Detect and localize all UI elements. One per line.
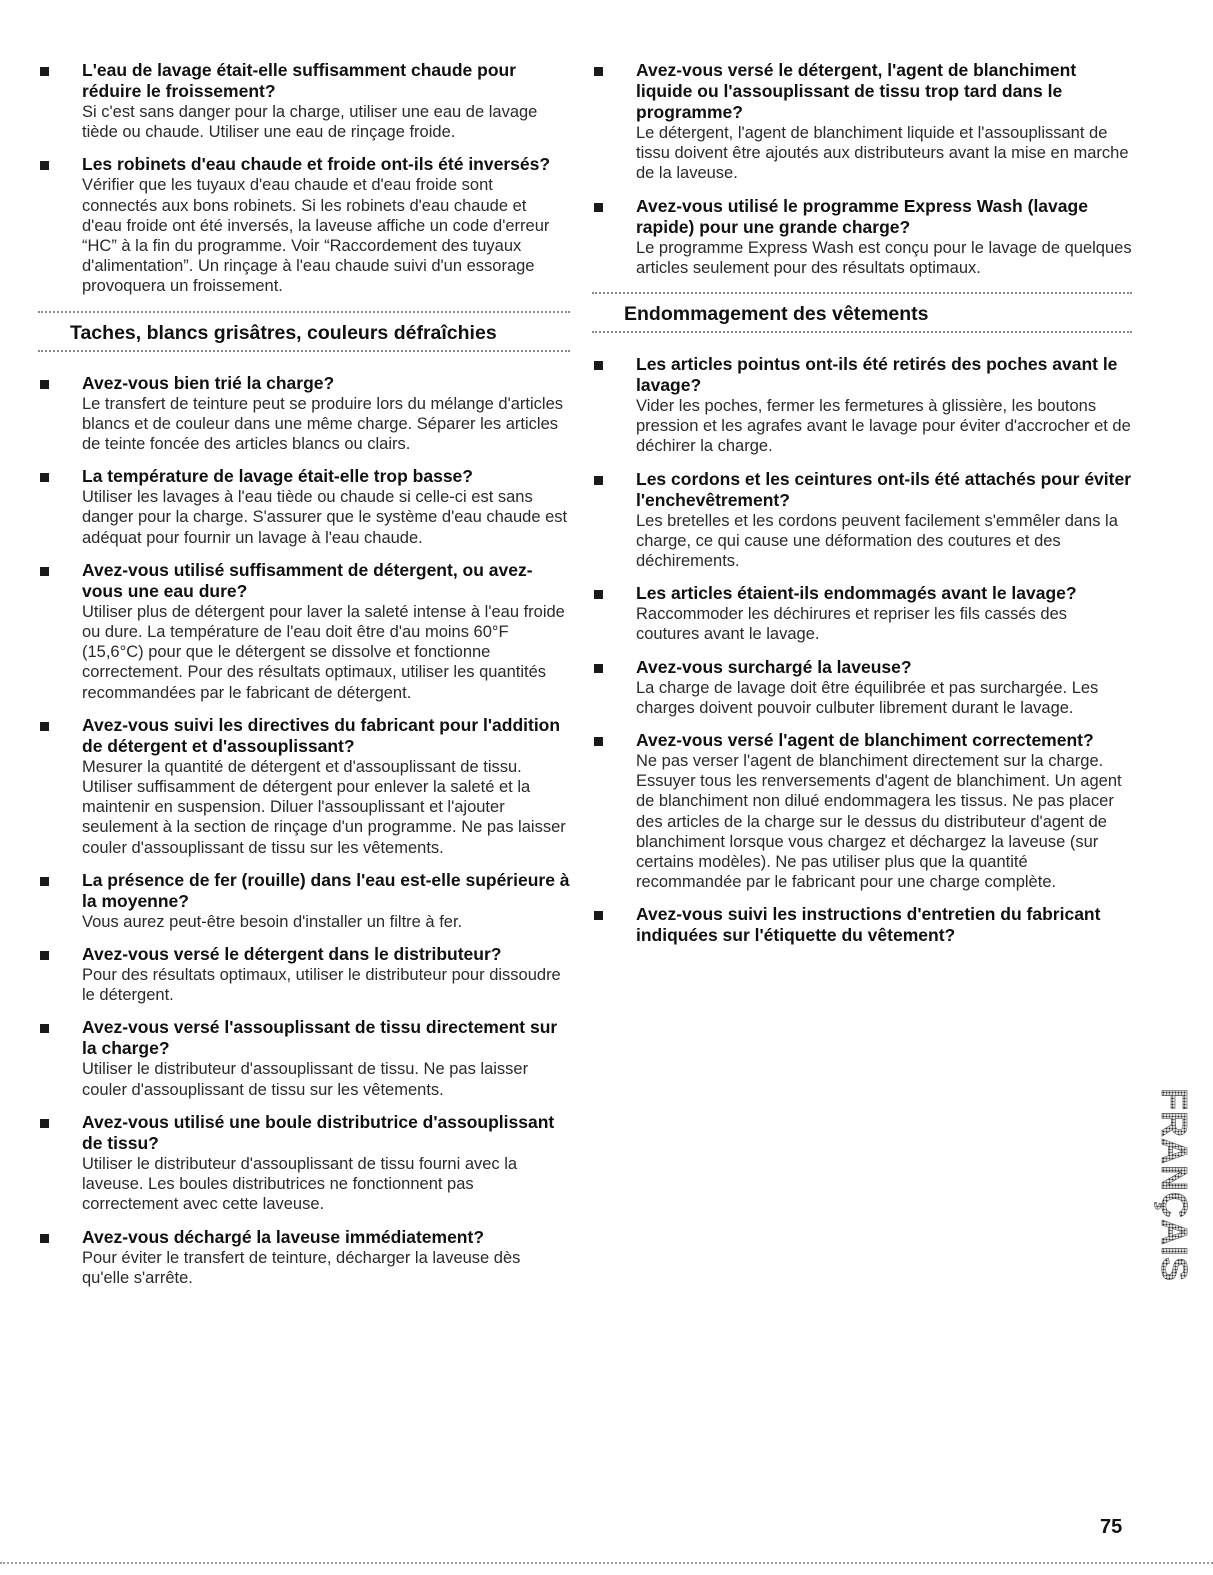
- answer: Pour des résultats optimaux, utiliser le distributeur pour dissoudre le détergent.: [82, 966, 561, 1005]
- bullet-icon: [40, 473, 49, 482]
- answer: Les bretelles et les cordons peuvent facilement s'emmêler dans la charge, ce qui cause une déformation des coutures et des déchirements.: [636, 511, 1118, 571]
- divider: [38, 350, 570, 355]
- question: Les cordons et les ceintures ont-ils été attachés pour éviter l'enchevêtrement?: [636, 468, 1132, 510]
- right-column: [592, 60, 1132, 958]
- question: Avez-vous utilisé suffisamment de détergent, ou avez-vous une eau dure?: [82, 559, 533, 601]
- answer: Le transfert de teinture peut se produire lors du mélange d'articles blancs et de couleur dans une même charge. Séparer les articles de teinte foncée des articles blancs ou clairs.: [82, 394, 564, 454]
- list-item: [38, 373, 570, 455]
- answer: Raccommoder les déchirures et repriser les fils cassés des coutures avant le lavage.: [636, 605, 1067, 644]
- list-item: [592, 730, 1132, 892]
- list-item: [592, 657, 1132, 718]
- language-tab-text: FRANÇAIS: [1154, 1088, 1195, 1282]
- answer: Le programme Express Wash est conçu pour le lavage de quelques articles seulement pour des résultats optimaux.: [636, 238, 1132, 277]
- left-column: [38, 60, 570, 1300]
- page-number: 75: [1100, 1516, 1123, 1538]
- list-item: [38, 560, 570, 703]
- left-top-items: [38, 60, 570, 297]
- right-section-items: [592, 354, 1132, 946]
- bullet-icon: [40, 722, 49, 731]
- bullet-icon: [594, 361, 603, 370]
- question: Avez-vous versé l'agent de blanchiment correctement?: [636, 730, 1094, 751]
- question: La température de lavage était-elle trop basse?: [82, 466, 473, 487]
- list-item: [592, 904, 1132, 946]
- bullet-icon: [594, 67, 603, 76]
- list-item: [38, 944, 570, 1005]
- bullet-icon: [594, 203, 603, 212]
- bullet-icon: [594, 737, 603, 746]
- left-section-items: [38, 373, 570, 1288]
- bullet-icon: [594, 590, 603, 599]
- answer: Vous aurez peut-être besoin d'installer un filtre à fer.: [82, 912, 463, 931]
- question: Avez-vous versé l'assouplissant de tissu directement sur la charge?: [82, 1017, 558, 1059]
- answer: Vérifier que les tuyaux d'eau chaude et d'eau froide sont connectés aux bons robinets. Si les robinets d'eau chaude et d'eau froide ont été inversés, la laveuse affiche un code d'erreur “HC” à la fin du programme. Voir “Raccordement des tuyaux d'alimentation”. Un rinçage à l'eau chaude suivi d'un essorage provoquera un froissement.: [82, 176, 550, 296]
- list-item: [38, 1112, 570, 1215]
- answer: Ne pas verser l'agent de blanchiment directement sur la charge. Essuyer tous les renversements d'agent de blanchiment. Un agent de blanchiment non dilué endommagera les tissus. Ne pas placer des articles de la charge sur le dessus du distributeur d'agent de blanchiment lorsque vous chargez et déchargez la laveuse (sur certains modèles). Ne pas utiliser plus que la quantité recommandée par le fabricant pour une charge complète.: [636, 752, 1122, 892]
- bullet-icon: [40, 67, 49, 76]
- list-item: [38, 154, 570, 296]
- section-title: Taches, blancs grisâtres, couleurs défraîchies: [70, 321, 497, 344]
- list-item: [38, 466, 570, 548]
- question: Avez-vous versé le détergent dans le distributeur?: [82, 944, 502, 965]
- question: Avez-vous surchargé la laveuse?: [636, 656, 912, 677]
- question: Avez-vous déchargé la laveuse immédiatement?: [82, 1226, 485, 1247]
- list-item: [592, 469, 1132, 572]
- section-heading: [592, 292, 1132, 336]
- bullet-icon: [40, 567, 49, 576]
- question: L'eau de lavage était-elle suffisamment chaude pour réduire le froissement?: [82, 60, 517, 101]
- bullet-icon: [40, 1119, 49, 1128]
- list-item: [38, 870, 570, 932]
- question: Les robinets d'eau chaude et froide ont-ils été inversés?: [82, 154, 551, 175]
- list-item: [592, 60, 1132, 184]
- list-item: [592, 583, 1132, 644]
- language-tab-graphic: [1150, 1088, 1195, 1338]
- list-item: [592, 354, 1132, 457]
- question: Avez-vous bien trié la charge?: [82, 372, 335, 393]
- answer: Si c'est sans danger pour la charge, utiliser une eau de lavage tiède ou chaude. Utiliser une eau de rinçage froide.: [82, 103, 538, 142]
- question: Avez-vous suivi les directives du fabricant pour l'addition de détergent et d'assouplissant?: [82, 714, 561, 756]
- question: Avez-vous suivi les instructions d'entretien du fabricant indiquées sur l'étiquette du vêtement?: [636, 904, 1101, 946]
- list-item: [38, 1227, 570, 1288]
- bottom-divider: [0, 1562, 1213, 1566]
- bullet-icon: [40, 877, 49, 886]
- bullet-icon: [594, 911, 603, 920]
- question: Avez-vous utilisé le programme Express Wash (lavage rapide) pour une grande charge?: [636, 195, 1088, 237]
- section-heading: [38, 311, 570, 355]
- language-side-tab: [1150, 1088, 1195, 1338]
- bullet-icon: [40, 1234, 49, 1243]
- answer: Vider les poches, fermer les fermetures à glissière, les boutons pression et les agrafes avant le lavage pour éviter d'accrocher et de déchirer la charge.: [636, 397, 1131, 456]
- bullet-icon: [594, 476, 603, 485]
- list-item: [38, 1017, 570, 1099]
- answer: Utiliser le distributeur d'assouplissant de tissu fourni avec la laveuse. Les boules distributrices ne fonctionnent pas correctement avec cette laveuse.: [82, 1154, 518, 1214]
- section-title: Endommagement des vêtements: [624, 303, 929, 326]
- answer: Pour éviter le transfert de teinture, décharger la laveuse dès qu'elle s'arrête.: [82, 1248, 521, 1287]
- question: La présence de fer (rouille) dans l'eau est-elle supérieure à la moyenne?: [82, 869, 570, 911]
- bullet-icon: [594, 664, 603, 673]
- right-top-items: [592, 60, 1132, 278]
- bullet-icon: [40, 951, 49, 960]
- list-item: [592, 196, 1132, 278]
- answer: La charge de lavage doit être équilibrée et pas surchargée. Les charges doivent pouvoir culbuter librement durant le lavage.: [636, 678, 1099, 717]
- question: Les articles pointus ont-ils été retirés des poches avant le lavage?: [636, 354, 1118, 396]
- answer: Utiliser les lavages à l'eau tiède ou chaude si celle-ci est sans danger pour la charge. S'assurer que le système d'eau chaude est adéquat pour fournir un lavage à l'eau chaude.: [82, 488, 568, 547]
- list-item: [38, 60, 570, 142]
- bullet-icon: [40, 161, 49, 170]
- bullet-icon: [40, 1024, 49, 1033]
- question: Les articles étaient-ils endommagés avant le lavage?: [636, 583, 1077, 604]
- answer: Mesurer la quantité de détergent et d'assouplissant de tissu. Utiliser suffisamment de détergent pour enlever la saleté et la maintenir en suspension. Diluer l'assouplissant et l'ajouter seulement à la section de rinçage d'un programme. Ne pas laisser couler d'assouplissant de tissu sur les vêtements.: [82, 757, 566, 857]
- question: Avez-vous versé le détergent, l'agent de blanchiment liquide ou l'assouplissant de tissu trop tard dans le programme?: [636, 60, 1077, 122]
- answer: Le détergent, l'agent de blanchiment liquide et l'assouplissant de tissu doivent être ajoutés aux distributeurs avant la mise en marche de la laveuse.: [636, 124, 1129, 183]
- question: Avez-vous utilisé une boule distributrice d'assouplissant de tissu?: [82, 1111, 555, 1153]
- answer: Utiliser plus de détergent pour laver la saleté intense à l'eau froide ou dure. La température de l'eau doit être d'au moins 60°F (15,6°C) pour que le détergent se dissolve et fonctionne correctement. Pour des résultats optimaux, utiliser les quantités recommandées par le fabricant de détergent.: [82, 602, 565, 702]
- divider: [592, 331, 1132, 336]
- answer: Utiliser le distributeur d'assouplissant de tissu. Ne pas laisser couler d'assouplissant de tissu sur les vêtements.: [82, 1060, 529, 1099]
- bullet-icon: [40, 380, 49, 389]
- list-item: [38, 715, 570, 858]
